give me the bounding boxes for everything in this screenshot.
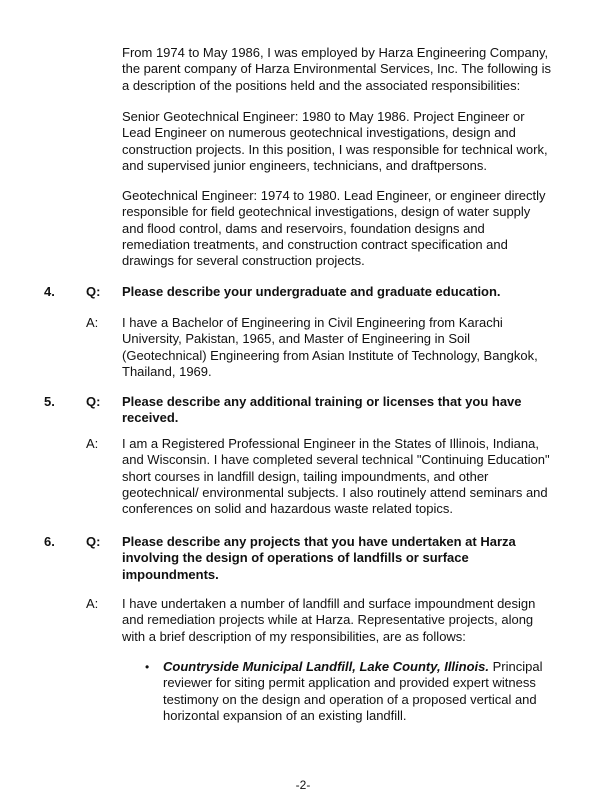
answer-text: I am a Registered Professional Engineer in the States of Illinois, Indiana, and Wisconsin. I have completed several technical "Continuing Education" short courses in landfill design, tailing impoundments, and other geotechnical/ environmental subjects. I also routinely attend seminars and conferences on solid and hazardous waste related topics. xyxy=(122,436,550,517)
answer-label: A: xyxy=(86,596,99,611)
answer-text: I have a Bachelor of Engineering in Civil Engineering from Karachi University, Pakistan, 1965, and Master of Engineering in Soil (Geotechnical) Engineering from Asian Institute of Technology, Bangkok, Thailand, 1969. xyxy=(122,315,538,379)
intro-paragraph-2: Senior Geotechnical Engineer: 1980 to May 1986. Project Engineer or Lead Engineer on numerous geotechnical investigations, design and construction projects. In this position, I was responsible for technical work, and supervised junior engineers, technicians, and draftpersons. xyxy=(122,109,548,173)
page-number: -2- xyxy=(295,778,311,792)
bullet-item xyxy=(163,659,563,724)
answer-label: A: xyxy=(86,436,99,451)
intro-paragraph-1: From 1974 to May 1986, I was employed by Harza Engineering Company, the parent company of Harza Environmental Services, Inc. The following is a description of the positions held and the associated responsibilities: xyxy=(122,45,551,93)
bullet-icon: • xyxy=(145,660,150,674)
question-number: 6. xyxy=(44,534,55,549)
question-text: Please describe any projects that you have undertaken at Harza involving the design of operations of landfills or surface impoundments. xyxy=(122,534,516,582)
question-label: Q: xyxy=(86,394,101,409)
answer-text: I have undertaken a number of landfill and surface impoundment design and remediation projects while at Harza. Representative projects, along with a brief description of my responsibilities, are as follows: xyxy=(122,596,536,644)
bullet-description: Principal reviewer for siting permit application and provided expert witness testimony on the design and operation of a proposed vertical and horizontal expansion of an existing landfill. xyxy=(163,659,543,723)
question-text: Please describe your undergraduate and graduate education. xyxy=(122,284,501,299)
question-label: Q: xyxy=(86,534,101,549)
question-text: Please describe any additional training or licenses that you have received. xyxy=(122,394,522,426)
intro-paragraph-3: Geotechnical Engineer: 1974 to 1980. Lead Engineer, or engineer directly responsible for field geotechnical investigations, design of water supply and flood control, dams and reservoirs, foundation designs and remediation treatments, and construction contract specification and drawings for several construction projects. xyxy=(122,188,546,269)
question-number: 4. xyxy=(44,284,55,299)
question-number: 5. xyxy=(44,394,55,409)
question-label: Q: xyxy=(86,284,101,299)
bullet-title: Countryside Municipal Landfill, Lake County, Illinois. xyxy=(163,659,489,674)
answer-label: A: xyxy=(86,315,99,330)
